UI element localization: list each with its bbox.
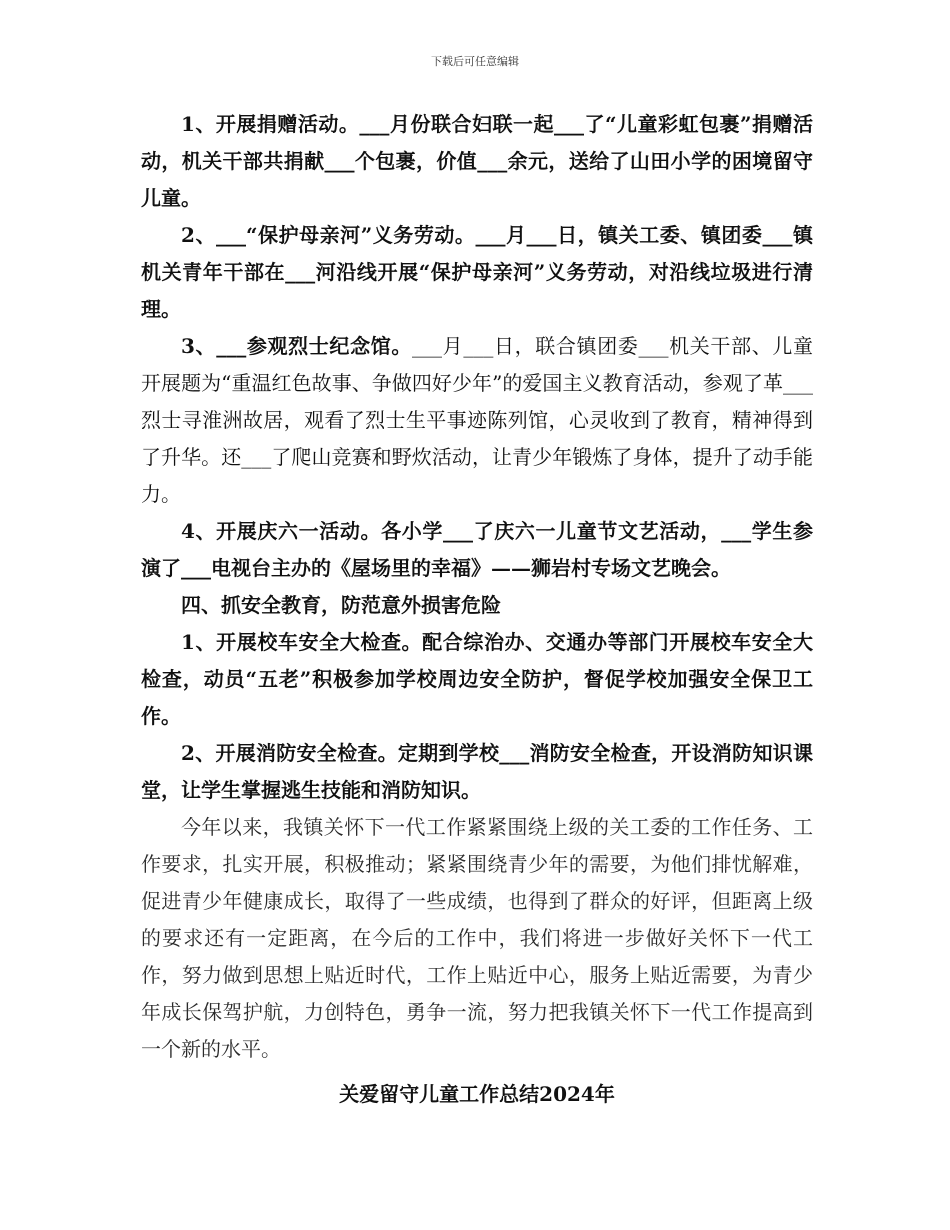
paragraph-childrens-day: 4、开展庆六一活动。各小学___了庆六一儿童节文艺活动，___学生参演了___电视台主办的《屋场里的幸福》——狮岩村专场文艺晚会。 [141, 519, 813, 580]
document-body [141, 106, 813, 1113]
paragraph-school-bus: 1、开展校车安全大检查。配合综治办、交通办等部门开展校车安全大检查，动员“五老”积极参加学校周边安全防护，督促学校加强安全保卫工作。 [141, 630, 813, 728]
paragraph-river-protection: 2、___“保护母亲河”义务劳动。___月___日，镇关工委、镇团委___镇机关青年干部在___河沿线开展“保护母亲河”义务劳动，对沿线垃圾进行清理。 [141, 223, 813, 321]
paragraph-fire-safety: 2、开展消防安全检查。定期到学校___消防安全检查，开设消防知识课堂，让学生掌握逃生技能和消防知识。 [141, 741, 813, 802]
paragraph-memorial-visit [141, 328, 813, 513]
page-header: 下载后可任意编辑 [431, 55, 519, 68]
paragraph-memorial-lead: 3、___参观烈士纪念馆。 [181, 334, 413, 358]
paragraph-donation: 1、开展捐赠活动。___月份联合妇联一起___了“儿童彩虹包裹”捐赠活动，机关干部共捐献___个包裹，价值___余元，送给了山田小学的困境留守儿童。 [141, 112, 813, 210]
paragraph-summary: 今年以来，我镇关怀下一代工作紧紧围绕上级的关工委的工作任务、工作要求，扎实开展，积极推动；紧紧围绕青少年的需要，为他们排忧解难，促进青少年健康成长，取得了一些成绩，也得到了群众的好评，但距离上级的要求还有一定距离，在今后的工作中，我们将进一步做好关怀下一代工作，努力做到思想上贴近时代，工作上贴近中心，服务上贴近需要，为青少年成长保驾护航，力创特色，勇争一流，努力把我镇关怀下一代工作提高到一个新的水平。 [141, 815, 813, 1061]
section-heading-safety: 四、抓安全教育，防范意外损害危险 [181, 593, 501, 617]
next-document-title: 关爱留守儿童工作总结2024年 [339, 1082, 615, 1106]
paragraph-memorial-body: ___月___日，联合镇团委___机关干部、儿童开展题为“重温红色故事、争做四好少年”的爱国主义教育活动，参观了革___烈士寻淮洲故居，观看了烈士生平事迹陈列馆，心灵收到了教育，精神得到了升华。还___了爬山竞赛和野炊活动，让青少年锻炼了身体，提升了动手能力。 [141, 334, 814, 506]
